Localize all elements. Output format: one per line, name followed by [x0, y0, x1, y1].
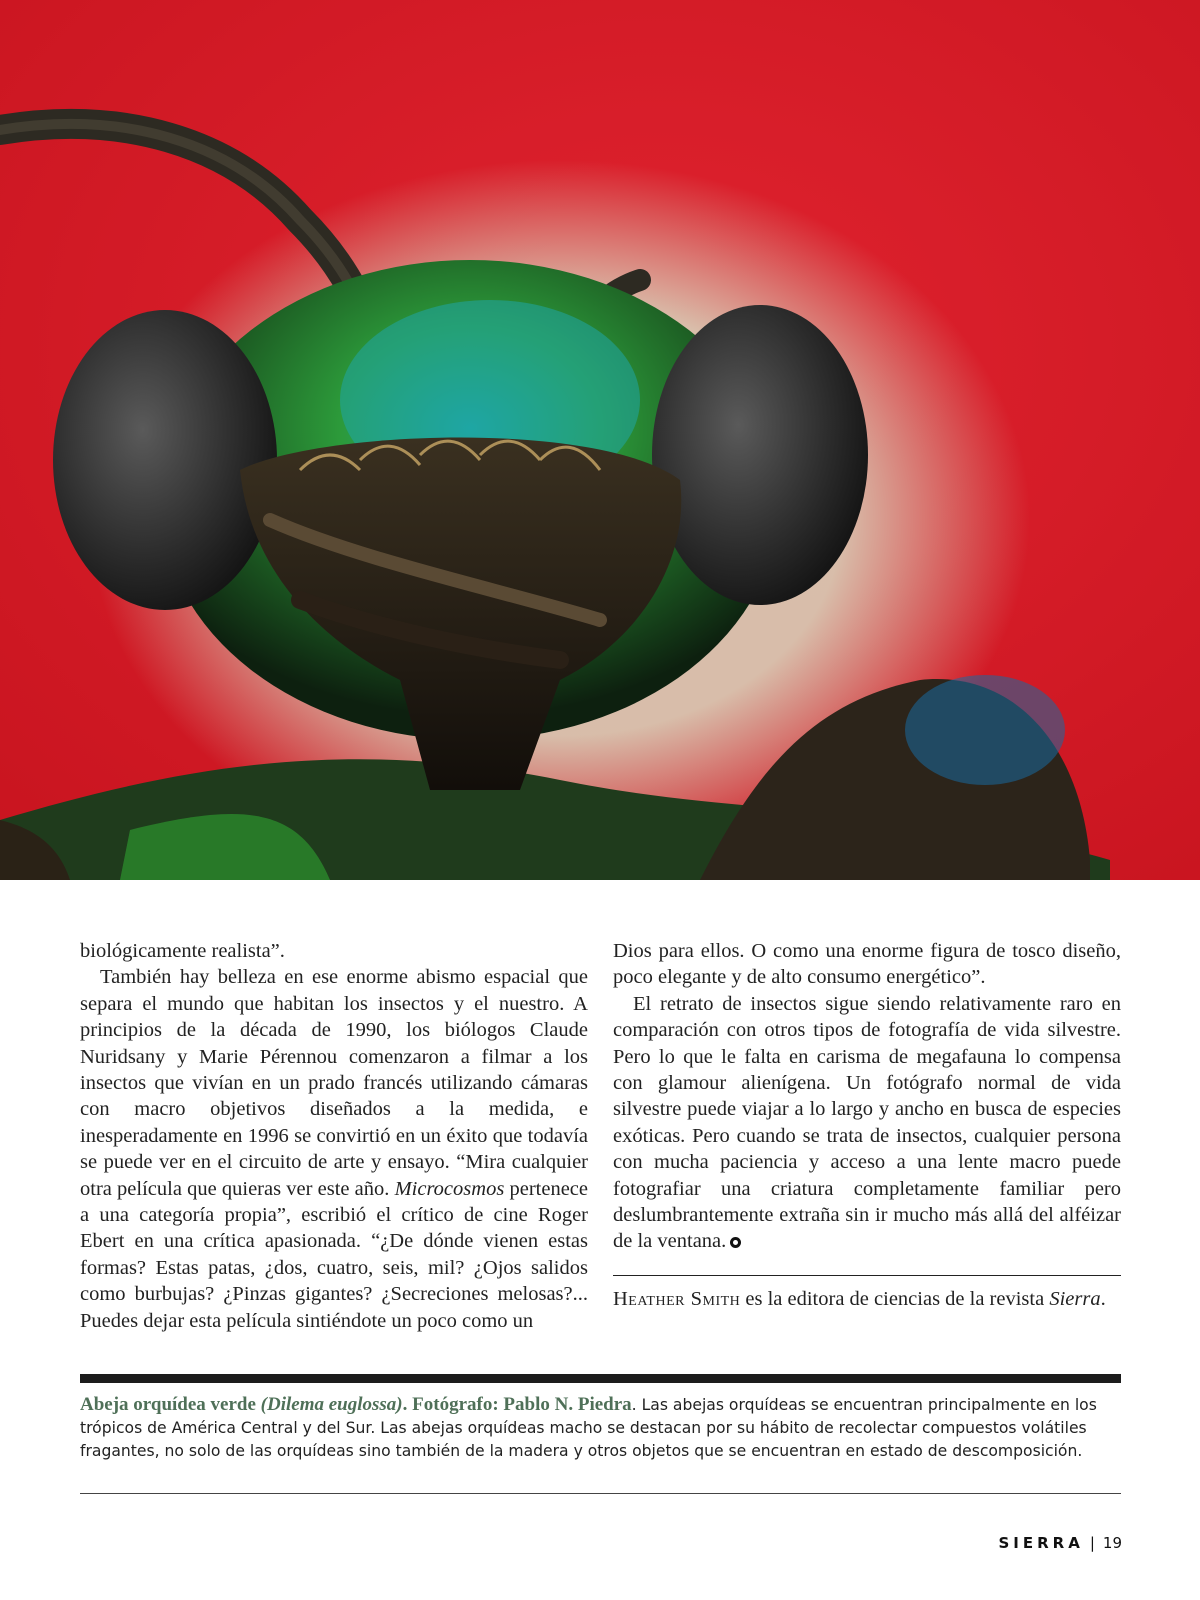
- species-name: (Dilema euglossa): [260, 1394, 403, 1415]
- body-paragraph: biológicamente realista”.: [80, 940, 285, 962]
- body-paragraph: Dios para ellos. O como una enorme figura de tosco diseño, poco elegante y de alto consumo energético”.: [613, 940, 1121, 989]
- bio-divider: [613, 1275, 1121, 1276]
- end-mark-icon: [730, 1237, 741, 1248]
- author-bio: [613, 1286, 1121, 1313]
- body-column-right: [613, 938, 1121, 1255]
- body-column-left: [80, 938, 588, 1334]
- caption-species: [261, 1394, 403, 1415]
- magazine-name: Sierra: [1049, 1288, 1101, 1310]
- page-number: 19: [1102, 1534, 1122, 1552]
- body-text: El retrato de insectos sigue siendo relativamente raro en comparación con otros tipos de fotografía de vida silvestre. Pero lo que le falta en carisma de megafauna lo compensa con glamour alienígena. Un fotógrafo normal de vida silvestre puede viajar a lo largo y ancho en busca de especies exóticas. Pero cuando se trata de insectos, cualquier persona con mucha paciencia y acceso a una lente macro puede fotografiar una criatura completamente familiar pero deslumbrantemente extraña sin ir mucho más allá del alféizar de la ventana.: [613, 992, 1121, 1253]
- caption-bottom-rule: [80, 1493, 1121, 1494]
- caption-top-bar: [80, 1374, 1121, 1383]
- folio-separator: |: [1089, 1534, 1095, 1552]
- body-text: pertenece a una categoría propia”, escribió el crítico de cine Roger Ebert en una crítica apasionada. “¿De dónde vienen estas formas? Estas patas, ¿dos, cuatro, seis, mil? ¿Ojos salidos como burbujas? ¿Pinzas gigantes? ¿Secreciones melosas?... Puedes dejar esta película sintiéndote un poco como un: [80, 1177, 588, 1332]
- bio-text: es la editora de ciencias de la revista: [740, 1288, 1050, 1310]
- folio-magazine: SIERRA: [998, 1534, 1084, 1552]
- bio-end: .: [1100, 1288, 1106, 1310]
- author-name: Heather Smith: [613, 1288, 741, 1310]
- film-title: Microcosmos: [394, 1177, 505, 1200]
- body-paragraph: [613, 991, 1121, 1255]
- caption-credit: . Fotógrafo: Pablo N. Piedra: [402, 1394, 632, 1415]
- page-folio: [999, 1534, 1123, 1552]
- caption-title: Abeja orquídea verde: [80, 1394, 261, 1415]
- body-paragraph: [80, 964, 588, 1334]
- photo-caption: [80, 1393, 1121, 1463]
- body-text: También hay belleza en ese enorme abismo espacial que separa el mundo que habitan los insectos y el nuestro. A principios de la década de 1990, los biólogos Claude Nuridsany y Marie Pérennou comenzaron a filmar a los insectos que vivían en un prado francés utilizando cámaras con macro objetivos diseñados a la medida, e inesperadamente en 1996 se convirtió en un éxito que todavía se puede ver en el circuito de arte y ensayo. “Mira cualquier otra película que quieras ver este año.: [80, 966, 588, 1200]
- caption-text: . Las abejas orquídeas se encuentran principalmente en los trópicos de América Central y del Sur. Las abejas orquídeas macho se destacan por su hábito de recolectar compuestos volátiles fragantes, no solo de las orquídeas sino también de la madera y otros objetos que se encuentran en estado de descomposición.: [80, 1396, 1097, 1460]
